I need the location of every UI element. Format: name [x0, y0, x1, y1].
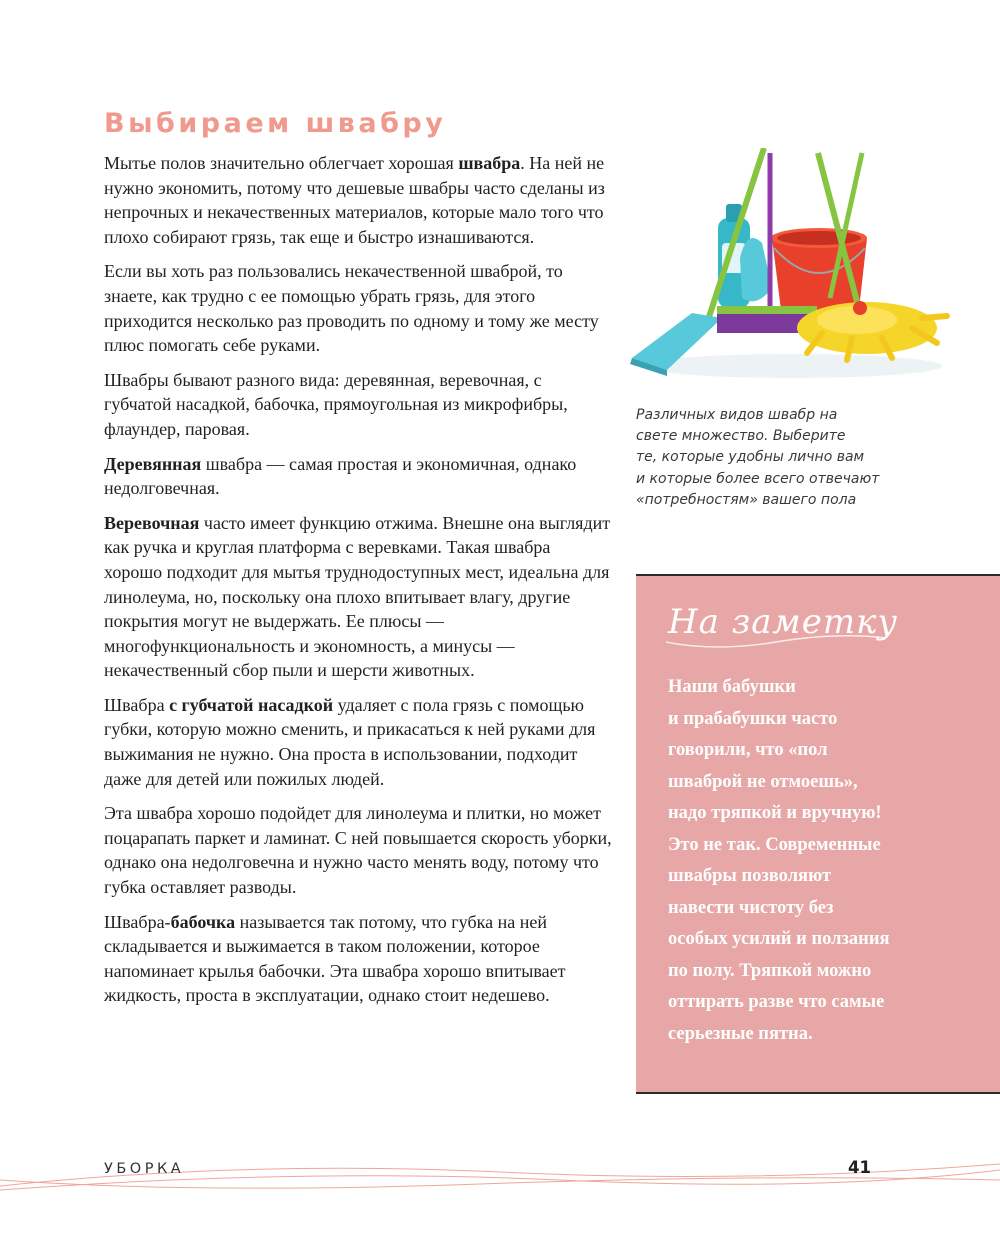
note-sidebar [636, 574, 1000, 1094]
paragraph-text: удаляет с пола грязь с помощью губки, которую можно сменить, и прикасаться к ней руками для выжимания не нужно. Она проста в использовании, подходит даже для детей или пожилых людей. [104, 694, 596, 789]
paragraph-text: называется так потому, что губка на ней складывается и выжимается в таком положении, которое напоминает крылья бабочки. Эта швабра хорошо впитывает жидкость, проста в эксплуатации, однако стоит недешево. [104, 911, 566, 1006]
caption-line: те, которые удобны лично вам [636, 449, 865, 466]
paragraph-text: Если вы хоть раз пользовались некачественной шваброй, то знаете, как трудно с ее помощью убрать грязь, для этого приходится несколько раз проводить по одному и тому же месту плюс помогать себе руками. [104, 261, 599, 356]
footer-section-label: УБОРКА [104, 1161, 185, 1177]
note-line: надо тряпкой и вручную! [668, 803, 882, 823]
bold-term: Веревочная [104, 512, 200, 533]
note-line: и прабабушки часто [668, 708, 838, 729]
article-paragraph [104, 910, 612, 1008]
note-line: Это не так. Современные [668, 834, 881, 855]
paragraph-text: Швабра [104, 694, 170, 715]
caption-line: «потребностям» вашего пола [636, 491, 857, 508]
paragraph-text: швабра — самая простая и экономичная, однако недолговечная. [104, 453, 577, 499]
page-number: 41 [848, 1158, 871, 1177]
note-line: оттирать разве что самые [668, 992, 885, 1012]
note-line: говорили, что «пол [668, 740, 828, 760]
section-heading: Выбираем швабру [104, 108, 447, 139]
bold-term: Деревянная [104, 453, 202, 474]
article-paragraph [104, 151, 612, 249]
note-title: На заметку [668, 602, 899, 642]
bold-term: швабра [458, 153, 521, 173]
note-line: Наши бабушки [668, 677, 796, 697]
bold-term: с губчатой насадкой [169, 694, 334, 715]
note-body [668, 672, 978, 1050]
article-paragraph [104, 368, 612, 442]
note-line: серьезные пятна. [668, 1023, 813, 1044]
article-paragraph [104, 452, 612, 501]
bold-term: бабочка [170, 911, 236, 932]
note-line: навести чистоту без [668, 897, 834, 918]
article-paragraph [104, 693, 612, 791]
note-line: по полу. Тряпкой можно [668, 960, 872, 981]
article-paragraph [104, 259, 612, 357]
article-paragraph [104, 511, 612, 683]
flourish-ornament-icon [666, 612, 886, 652]
article-body [104, 151, 612, 1018]
paragraph-text: часто имеет функцию отжима. Внешне она выглядит как ручка и круглая платформа с веревками. Такая швабра хорошо подходит для мытья труднодоступных мест, идеальна для линолеума, но, поскольку она плохо впитывает влагу, другие покрытия могут не выдержать. Ее плюсы — многофункциональность и экономность, а минусы — некачественный сбор пыли и шерсти животных. [104, 512, 611, 681]
mop-bucket-photo [622, 148, 952, 388]
caption-line: и которые более всего отвечают [636, 470, 880, 487]
note-line: швабры позволяют [668, 866, 832, 886]
paragraph-text: Швабры бывают разного вида: деревянная, веревочная, с губчатой насадкой, бабочка, прямоугольная из микрофибры, флаундер, паровая. [104, 369, 568, 439]
photo-caption [636, 405, 886, 511]
caption-line: Различных видов швабр на [636, 407, 838, 423]
note-line: шваброй не отмоешь», [668, 771, 858, 792]
paragraph-text: Эта швабра хорошо подойдет для линолеума и плитки, но может поцарапать паркет и ламинат. С ней повышается скорость уборки, однако она недолговечна и нужно часто менять воду, потому что губка оставляет разводы. [104, 803, 612, 898]
paragraph-text: Мытье полов значительно облегчает хорошая [104, 153, 459, 173]
note-line: особых усилий и ползания [668, 929, 890, 949]
paragraph-text: Швабра- [104, 911, 171, 932]
caption-line: свете множество. Выберите [636, 428, 846, 445]
paragraph-text: . На ней не нужно экономить, потому что дешевые швабры часто сделаны из непрочных и некачественных материалов, которые мало того что плохо собирают грязь, так еще и быстро изнашиваются. [104, 153, 605, 247]
article-paragraph [104, 801, 612, 899]
